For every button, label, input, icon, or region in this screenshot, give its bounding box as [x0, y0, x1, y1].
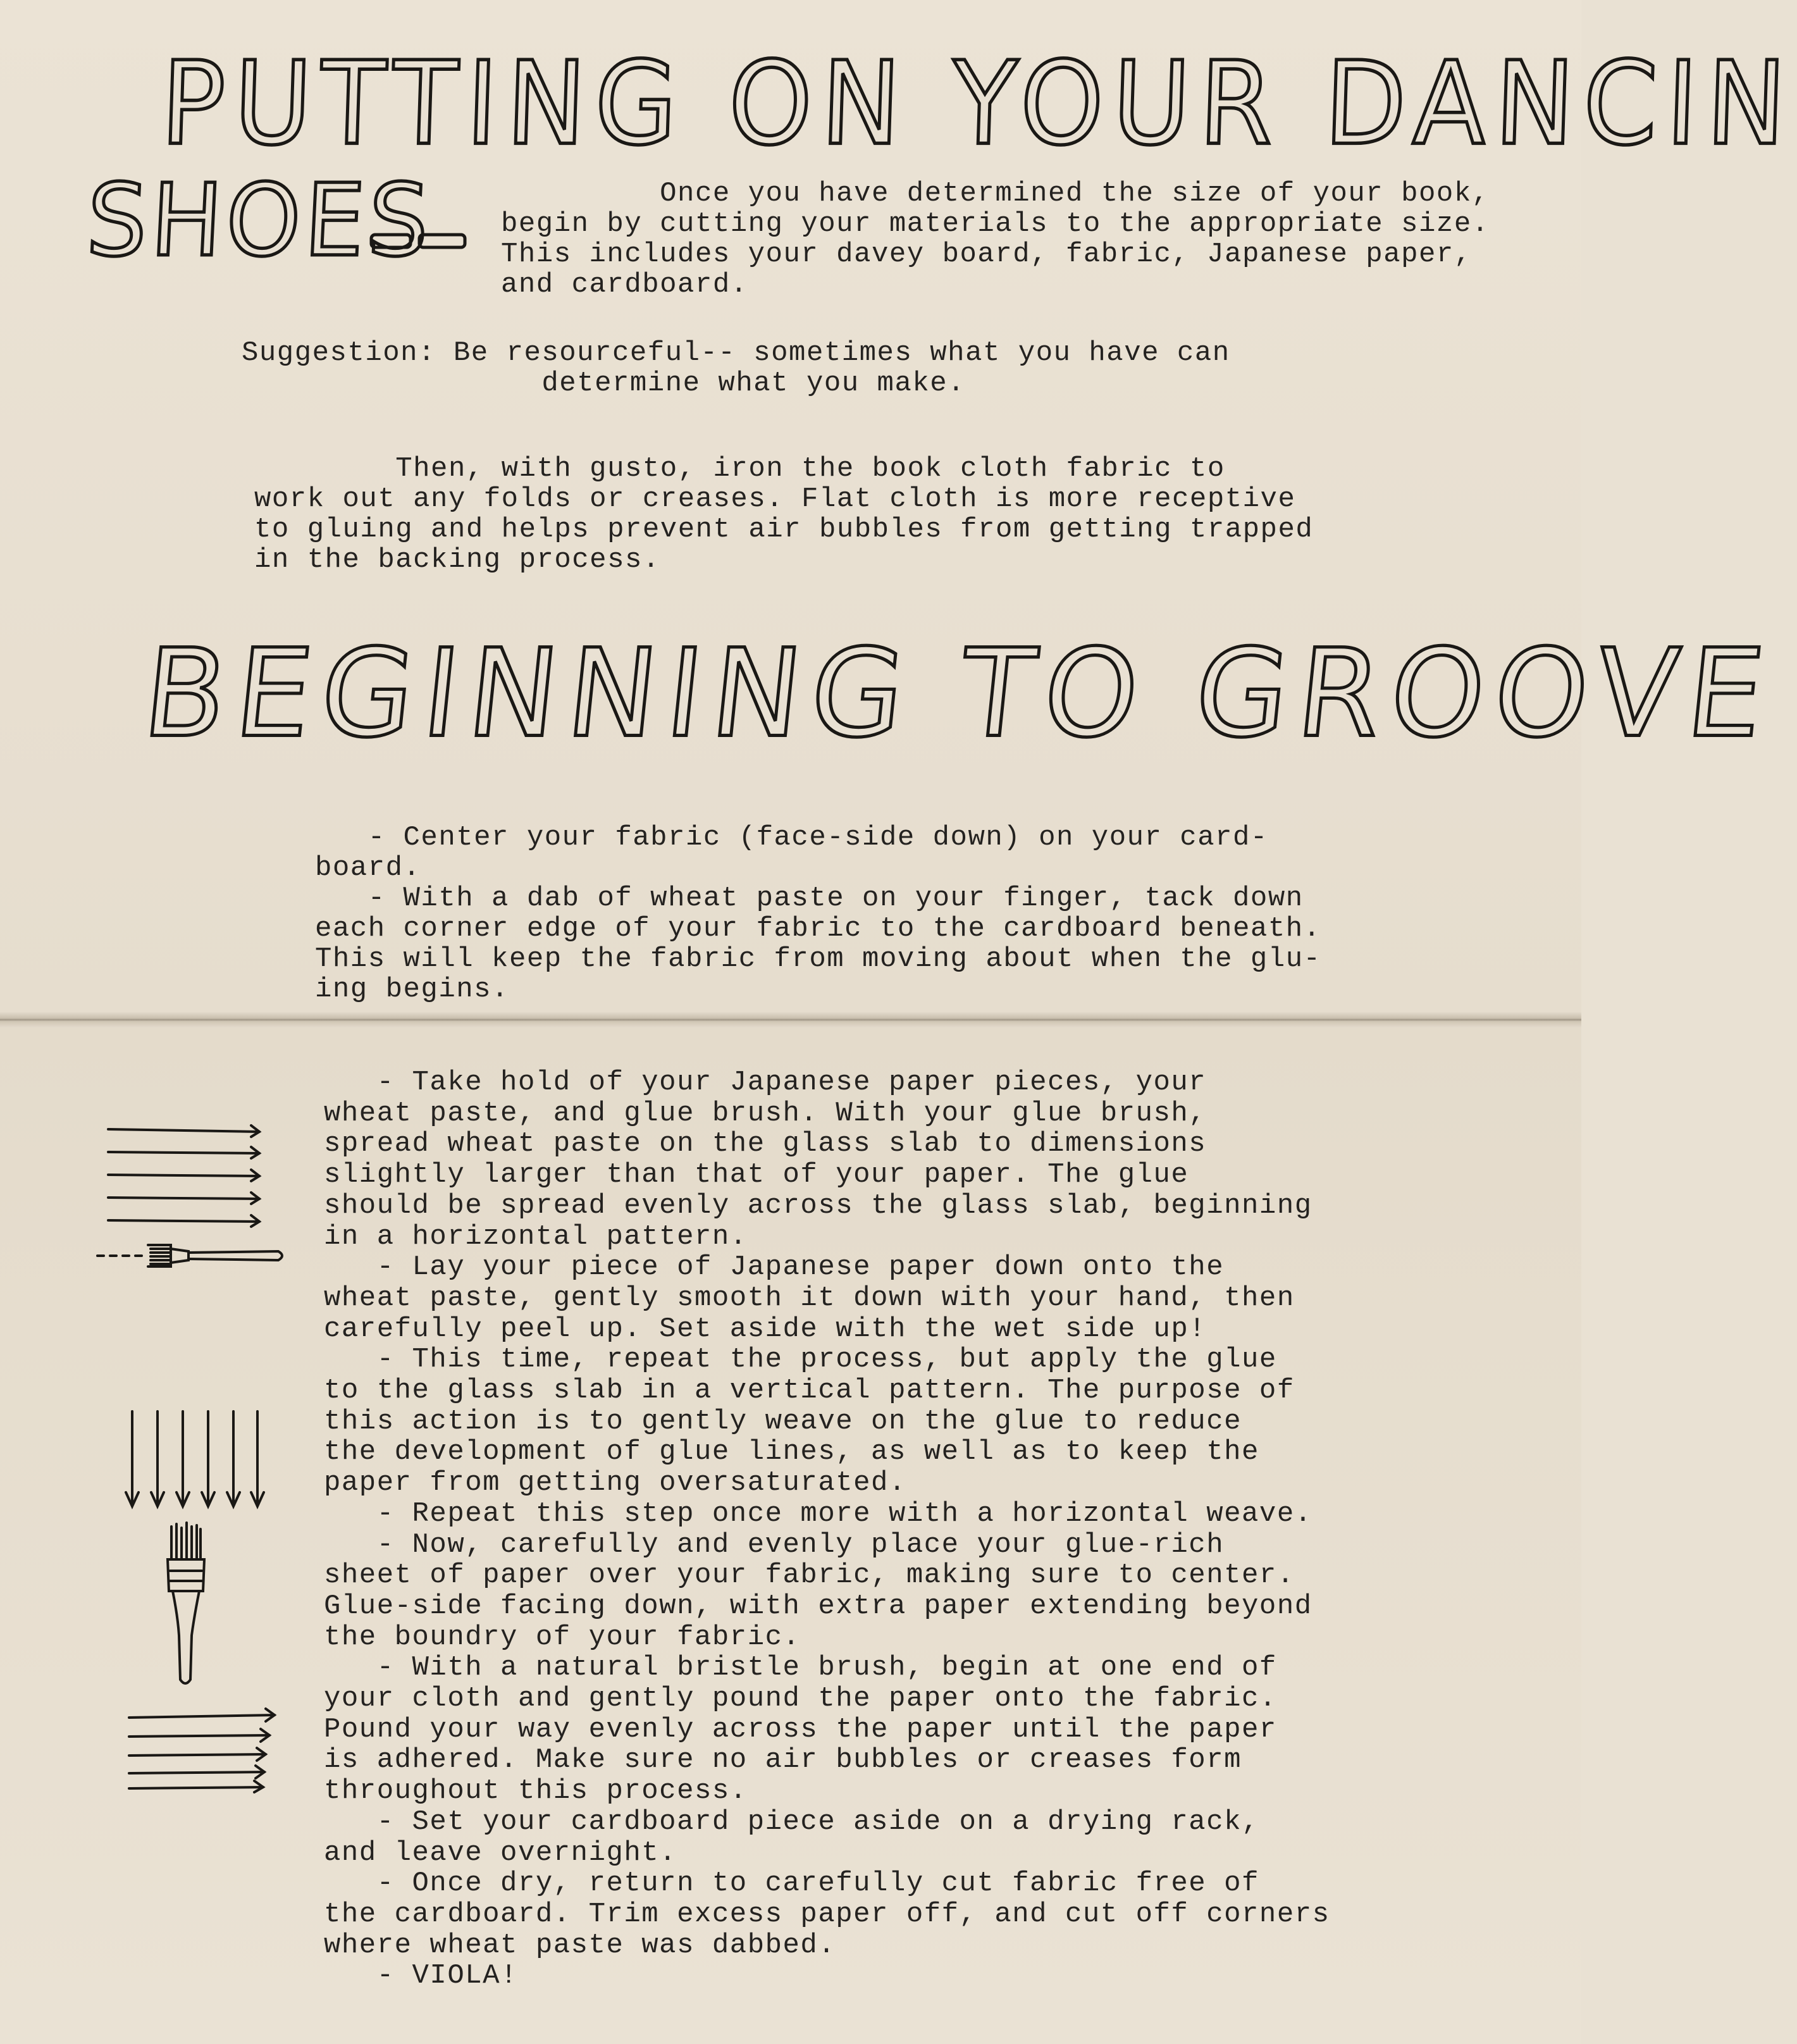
horizontal-arrows-icon: [104, 1123, 269, 1230]
steps-bottom: - Take hold of your Japanese paper pieces, your wheat paste, and glue brush. With your glue brush, spread wheat paste on the glass slab to dimensions slightly larger than that of your paper. The glue should be spread evenly across the glass slab, beginning in a horizontal pattern. - Lay your piece of Japanese paper down onto the wheat paste, gently smooth it down with your hand, then carefully peel up. Set aside with the wet side up! - This time, repeat the process, but apply the glue to the glass slab in a vertical pattern. The purpose of this action is to gently weave on the glue to reduce the development of glue lines, as well as to keep the paper from getting oversaturated. - Repeat this step once more with a horizontal weave. - Now, carefully and evenly place your glue-rich sheet of paper over your fabric, making sure to center. Glue-side facing down, with extra paper extending beyond the boundry of your fabric. - With a natural bristle brush, begin at one end of your cloth and gently pound the paper onto the fabric. Pound your way evenly across the paper until the paper is adhered. Make sure no air bubbles or creases form throughout this process. - Set your cardboard piece aside on a drying rack, and leave overnight. - Once dry, return to carefully cut fabric free of the cardboard. Trim excess paper off, and cut off corners where wheat paste was dabbed. - VIOLA!: [324, 1067, 1330, 1992]
heading-dancin-shoes-line1: PUTTING ON YOUR DANCIN: [159, 37, 1797, 171]
horizontal-arrows-icon: [125, 1705, 283, 1793]
steps-top: - Center your fabric (face-side down) on your card- board. - With a dab of wheat paste on your finger, tack down each corner edge of your fabric to the cardboard beneath. This will keep the fabric from moving about when the glu- ing begins.: [315, 822, 1321, 1005]
upright-brush-icon: [161, 1521, 212, 1689]
center-fold: [0, 1012, 1581, 1027]
heading-beginning-to-groove: BEGINNING TO GROOVE: [137, 623, 1781, 765]
suggestion-paragraph: Suggestion: Be resourceful-- sometimes what you have can determine what you make.: [242, 337, 1230, 399]
glue-brush-icon: [95, 1240, 291, 1272]
vertical-arrows-icon: [123, 1408, 269, 1512]
heading-dashes: [370, 231, 471, 256]
heading-dancin-shoes-line2: SHOES: [83, 163, 436, 279]
ironing-paragraph: Then, with gusto, iron the book cloth fabric to work out any folds or creases. Flat cloth is more receptive to gluing and helps prevent air bubbles from getting trapped in the backing process.: [254, 453, 1314, 576]
intro-paragraph: Once you have determined the size of your book, begin by cutting your materials to the appropriate size. This includes your davey board, fabric, Japanese paper, and cardboard.: [501, 178, 1490, 300]
